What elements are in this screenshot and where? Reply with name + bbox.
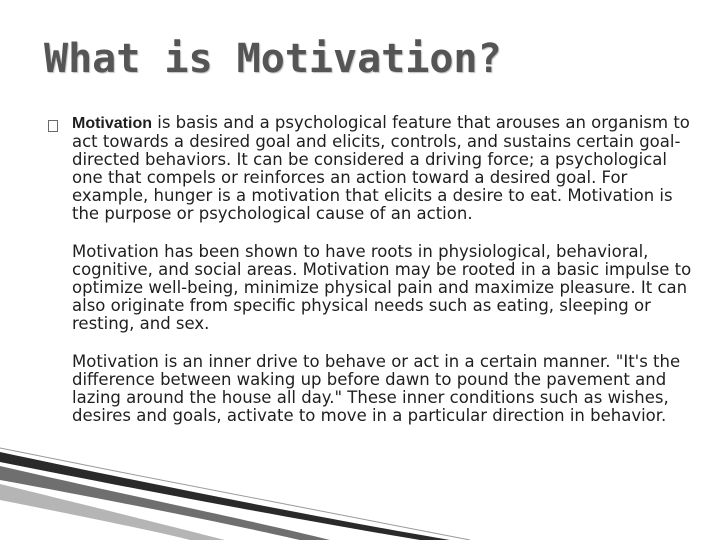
paragraph-definition-text: is basis and a psychological feature that arouses an organism to act towards a desired goal and elicits, controls, and sustains certain goal-directed behaviors. It can be considered a driving force; a psychological one that compels or reinforces an action toward a desired goal. For example, hunger is a motivation that elicits a desire to eat. Motivation is the purpose or psychological cause of an action. [72,113,690,223]
slide-body [72,114,692,443]
keyword-motivation: Motivation [72,115,152,132]
swoosh-grey-band [0,466,330,540]
slide-title: What is Motivation? [44,36,502,82]
empty-square-bullet-icon [48,120,58,132]
decorative-swoosh [0,440,720,540]
swoosh-light-band [0,484,225,540]
swoosh-dark-band [0,452,450,540]
swoosh-thin-line [0,448,470,540]
paragraph-roots: Motivation has been shown to have roots in physiological, behavioral, cognitive, and social areas. Motivation may be rooted in a basic impulse to optimize well-being, minimize physical pain and maximize pleasure. It can also originate from specific physical needs such as eating, sleeping or resting, and sex. [72,242,692,333]
paragraph-definition [72,114,692,223]
paragraph-inner-drive: Motivation is an inner drive to behave or act in a certain manner. "It's the difference between waking up before dawn to pound the pavement and lazing around the house all day." These inner conditions such as wishes, desires and goals, activate to move in a particular direction in behavior. [72,352,681,425]
